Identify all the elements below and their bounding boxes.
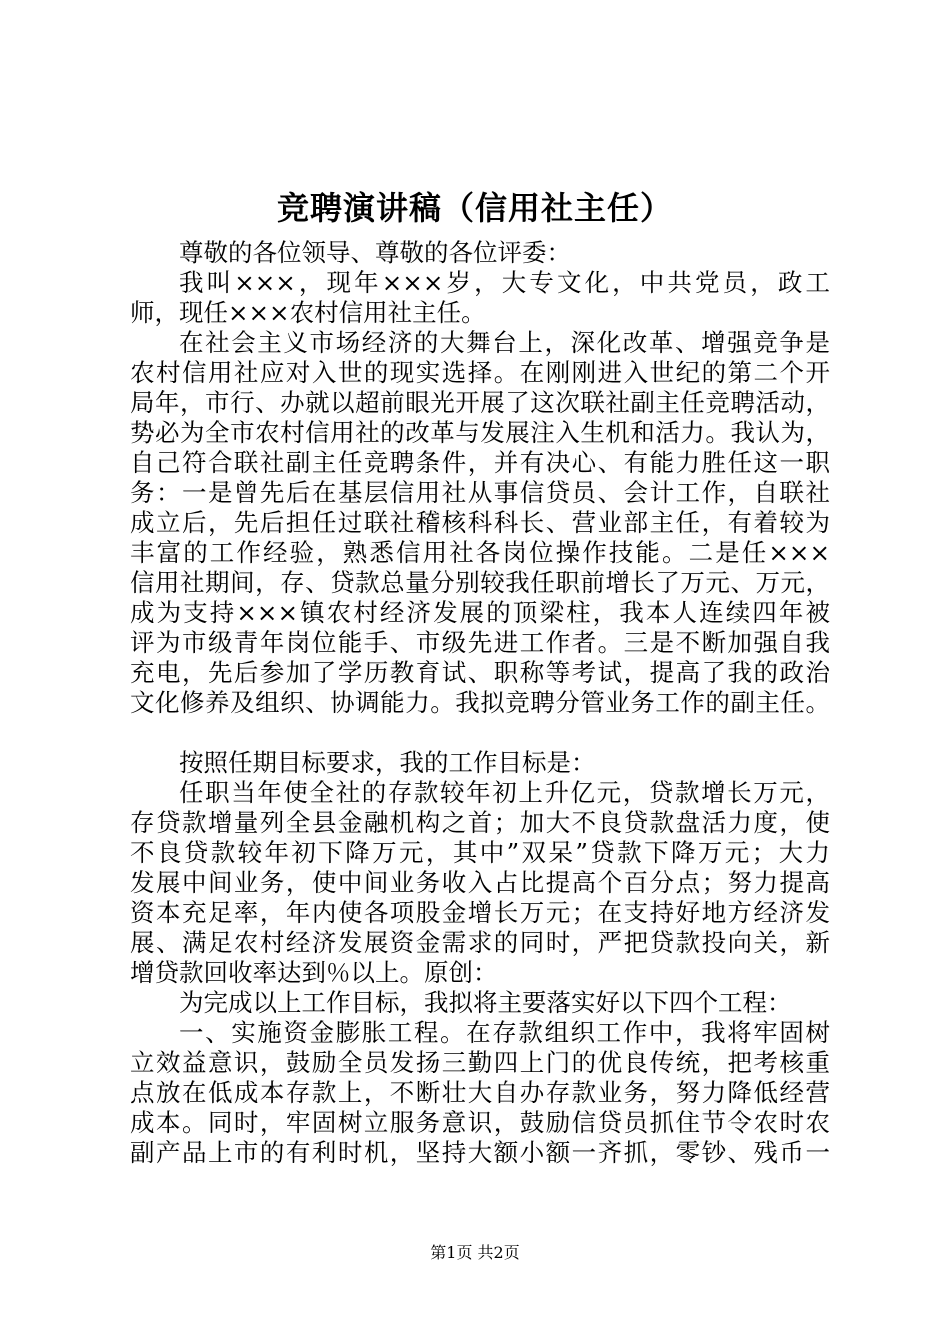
paragraph-gap (130, 718, 830, 748)
text-line: 尊敬的各位领导、尊敬的各位评委： (179, 238, 571, 267)
text-line: 师，现任×××农村信用社主任。 (130, 298, 486, 327)
text-line: 展、满足农村经济发展资金需求的同时，严把贷款投向关，新 (130, 928, 830, 957)
document-body (130, 238, 830, 1168)
text-line: 按照任期目标要求，我的工作目标是： (179, 748, 596, 777)
text-line: 资本充足率，年内使各项股金增长万元；在支持好地方经济发 (130, 898, 830, 927)
text-line: 成本。同时，牢固树立服务意识，鼓励信贷员抓住节令农时农 (130, 1108, 830, 1137)
text-line: 为完成以上工作目标，我拟将主要落实好以下四个工程： (179, 988, 792, 1017)
text-line: 不良贷款较年初下降万元，其中”双呆”贷款下降万元；大力 (130, 838, 830, 867)
text-line: 点放在低成本存款上，不断壮大自办存款业务，努力降低经营 (130, 1078, 830, 1107)
text-line: 评为市级青年岗位能手、市级先进工作者。三是不断加强自我 (130, 628, 830, 657)
page-footer: 第1页 共2页 (430, 1243, 520, 1262)
text-line: 丰富的工作经验，熟悉信用社各岗位操作技能。二是任××× (130, 538, 830, 567)
text-line: 务：一是曾先后在基层信用社从事信贷员、会计工作，自联社 (130, 478, 830, 507)
text-line: 文化修养及组织、协调能力。我拟竞聘分管业务工作的副主任。 (130, 688, 830, 717)
text-line: 信用社期间，存、贷款总量分别较我任职前增长了万元、万元， (130, 568, 830, 597)
text-line: 一、实施资金膨胀工程。在存款组织工作中，我将牢固树 (179, 1018, 830, 1047)
text-line: 副产品上市的有利时机，坚持大额小额一齐抓，零钞、残币一 (130, 1138, 830, 1167)
document-title: 竞聘演讲稿（信用社主任） (276, 189, 673, 227)
text-line: 发展中间业务，使中间业务收入占比提高个百分点；努力提高 (130, 868, 830, 897)
text-line: 成为支持×××镇农村经济发展的顶梁柱，我本人连续四年被 (130, 598, 830, 627)
text-line: 局年，市行、办就以超前眼光开展了这次联社副主任竞聘活动， (130, 388, 830, 417)
text-line: 势必为全市农村信用社的改革与发展注入生机和活力。我认为， (130, 418, 830, 447)
text-line: 存贷款增量列全县金融机构之首；加大不良贷款盘活力度，使 (130, 808, 830, 837)
text-line: 立效益意识，鼓励全员发扬三勤四上门的优良传统，把考核重 (130, 1048, 830, 1077)
text-line: 自己符合联社副主任竞聘条件，并有决心、有能力胜任这一职 (130, 448, 830, 477)
text-line: 在社会主义市场经济的大舞台上，深化改革、增强竞争是 (179, 328, 830, 357)
text-line: 任职当年使全社的存款较年初上升亿元，贷款增长万元， (179, 778, 830, 807)
text-line: 我叫×××，现年×××岁，大专文化，中共党员，政工 (179, 268, 830, 297)
text-line: 增贷款回收率达到％以上。原创： (130, 958, 498, 987)
text-line: 充电，先后参加了学历教育试、职称等考试，提高了我的政治 (130, 658, 830, 687)
text-line: 成立后，先后担任过联社稽核科科长、营业部主任，有着较为 (130, 508, 830, 537)
text-line: 农村信用社应对入世的现实选择。在刚刚进入世纪的第二个开 (130, 358, 830, 387)
